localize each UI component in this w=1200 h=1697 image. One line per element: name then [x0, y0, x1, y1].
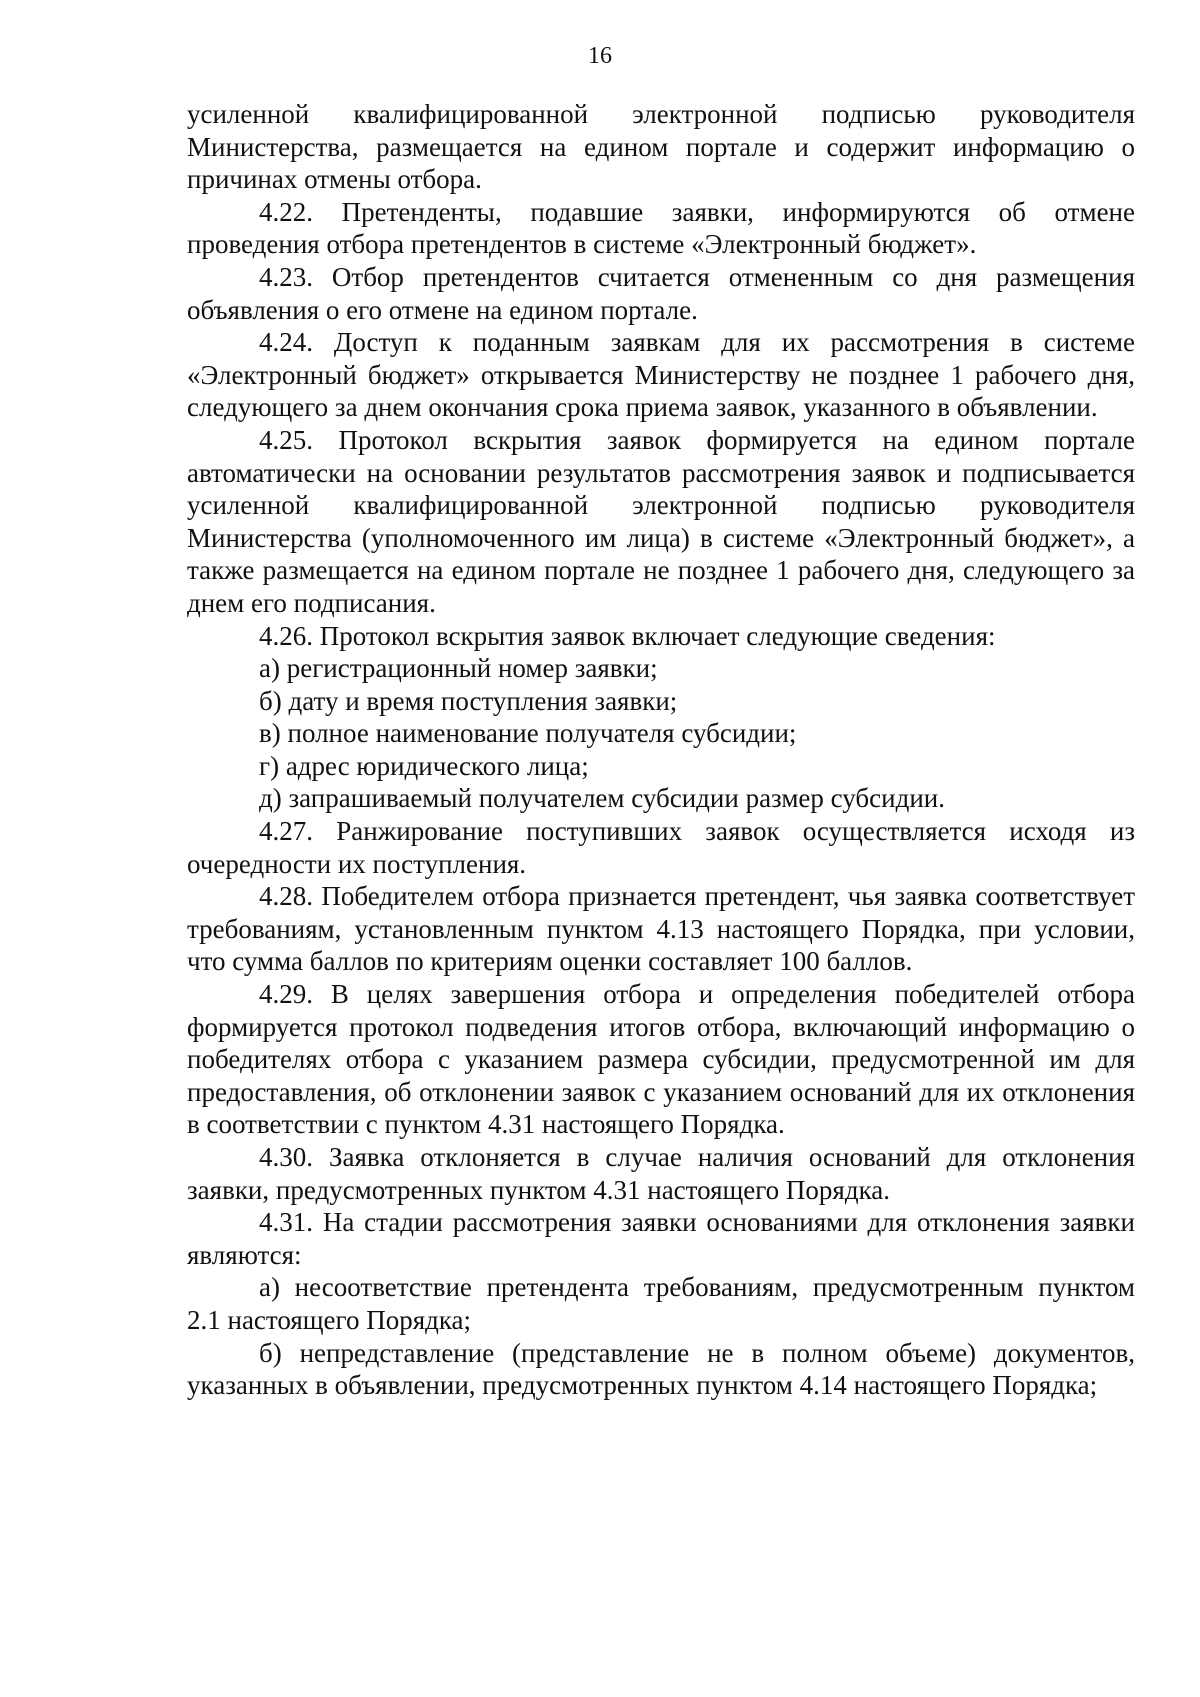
- paragraph-4-29: 4.29. В целях завершения отбора и определения победителей отбора формируется протокол подведения итогов отбора, включающий информацию о победителях отбора с указанием размера субсидии, предусмотренной им для предоставления, об отклонении заявок с указанием оснований для их отклонения в соответствии с пунктом 4.31 настоящего Порядка.: [187, 979, 1135, 1140]
- paragraph-4-27: 4.27. Ранжирование поступивших заявок осуществляется исходя из очередности их поступления.: [187, 816, 1135, 879]
- list-item-b: б) дату и время поступления заявки;: [259, 685, 678, 716]
- list-item-4-31-a: а) несоответствие претендента требованиям, предусмотренным пунктом 2.1 настоящего Порядка;: [187, 1272, 1135, 1335]
- page-number: 16: [588, 43, 612, 69]
- paragraph-4-25: 4.25. Протокол вскрытия заявок формируется на едином портале автоматически на основании результатов рассмотрения заявок и подписывается усиленной квалифицированной электронной подписью руководителя Министерства (уполномоченного им лица) в системе «Электронный бюджет», а также размещается на едином портале не позднее 1 рабочего дня, следующего за днем его подписания.: [187, 424, 1135, 618]
- paragraph-4-28: 4.28. Победителем отбора признается претендент, чья заявка соответствует требованиям, установленным пунктом 4.13 настоящего Порядка, при условии, что сумма баллов по критериям оценки составляет 100 баллов.: [187, 881, 1135, 977]
- paragraph-4-30: 4.30. Заявка отклоняется в случае наличия оснований для отклонения заявки, предусмотренных пунктом 4.31 настоящего Порядка.: [187, 1142, 1135, 1205]
- list-item-d: д) запрашиваемый получателем субсидии размер субсидии.: [259, 783, 945, 814]
- paragraph-4-31: 4.31. На стадии рассмотрения заявки основаниями для отклонения заявки являются:: [187, 1207, 1135, 1270]
- paragraph-4-23: 4.23. Отбор претендентов считается отмененным со дня размещения объявления о его отмене на едином портале.: [187, 261, 1135, 325]
- paragraph-4-24: 4.24. Доступ к поданным заявкам для их рассмотрения в системе «Электронный бюджет» открывается Министерству не позднее 1 рабочего дня, следующего за днем окончания срока приема заявок, указанного в объявлении.: [187, 327, 1135, 423]
- document-body: [187, 98, 1135, 1402]
- list-item-4-31-b: б) непредставление (представление не в полном объеме) документов, указанных в объявлении, предусмотренных пунктом 4.14 настоящего Порядка;: [187, 1337, 1135, 1401]
- list-item-v: в) полное наименование получателя субсидии;: [259, 718, 797, 749]
- paragraph-continuation: усиленной квалифицированной электронной подписью руководителя Министерства, размещается на едином портале и содержит информацию о причинах отмены отбора.: [187, 99, 1135, 195]
- list-item-g: г) адрес юридического лица;: [259, 750, 589, 781]
- paragraph-4-26: 4.26. Протокол вскрытия заявок включает следующие сведения:: [259, 620, 996, 651]
- paragraph-4-22: 4.22. Претенденты, подавшие заявки, информируются об отмене проведения отбора претендентов в системе «Электронный бюджет».: [187, 196, 1135, 260]
- list-item-a: а) регистрационный номер заявки;: [259, 653, 658, 684]
